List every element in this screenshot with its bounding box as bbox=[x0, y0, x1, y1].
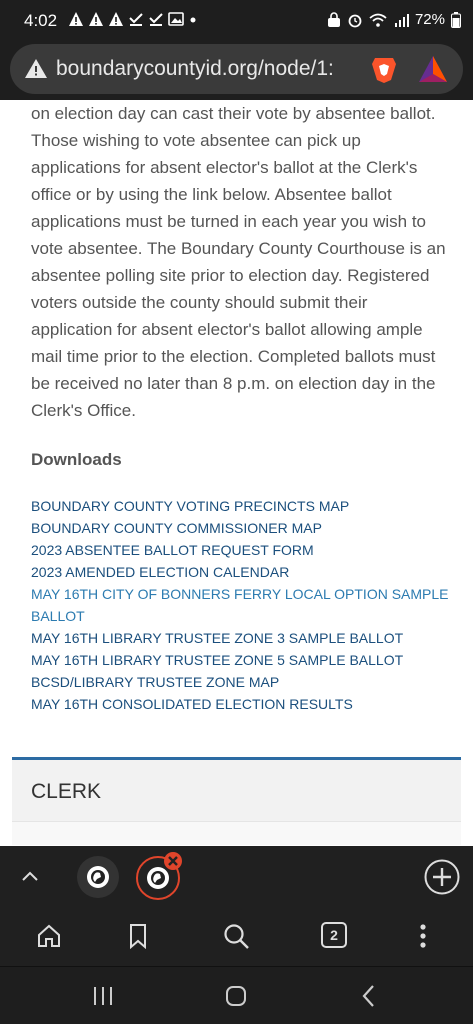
brave-shields-icon[interactable] bbox=[369, 54, 399, 84]
brave-rewards-icon[interactable] bbox=[417, 54, 449, 84]
search-icon[interactable] bbox=[222, 922, 250, 950]
absentee-paragraph: on election day can cast their vote by absentee ballot. Those wishing to vote absentee can pick up applications for absent elector's ballot at the Clerk's office or by using the link below. Absentee ballot applications must be turned in each year you wish to vote absentee. The Boundary County Courthouse is an absentee polling site prior to election day. Registered voters outside the county should submit their application for absent elector's ballot allowing ample mail time prior to the election. Completed ballots must be received no later than 8 p.m. on election day in the Clerk's Office. bbox=[31, 104, 446, 420]
link-library-zone-3-sample-ballot[interactable]: MAY 16TH LIBRARY TRUSTEE ZONE 3 SAMPLE BALLOT bbox=[31, 630, 404, 646]
menu-dots-icon[interactable] bbox=[417, 923, 429, 949]
url-text[interactable]: boundarycountyid.org/node/1: bbox=[56, 57, 334, 80]
link-library-trustee-zone-map[interactable]: BCSD/LIBRARY TRUSTEE ZONE MAP bbox=[31, 674, 280, 690]
recent-apps-icon[interactable] bbox=[92, 985, 114, 1007]
battery-percent: 72% bbox=[414, 11, 445, 28]
warning-icon bbox=[68, 11, 84, 27]
home-button-icon[interactable] bbox=[224, 984, 248, 1008]
warning-icon bbox=[88, 11, 104, 27]
status-bar bbox=[0, 0, 473, 42]
tab-thumbnail[interactable] bbox=[77, 856, 119, 898]
lock-badge-icon bbox=[327, 12, 341, 28]
link-consolidated-election-results[interactable]: MAY 16TH CONSOLIDATED ELECTION RESULTS bbox=[31, 696, 353, 712]
clerk-title: CLERK bbox=[31, 780, 102, 803]
address-bar[interactable] bbox=[10, 44, 463, 94]
downloads-list bbox=[31, 495, 451, 715]
close-tab-icon[interactable] bbox=[163, 851, 183, 871]
dot-icon bbox=[188, 11, 198, 27]
home-icon[interactable] bbox=[36, 923, 62, 949]
link-amended-election-calendar[interactable]: 2023 AMENDED ELECTION CALENDAR bbox=[31, 564, 290, 580]
browser-toolbar bbox=[0, 906, 473, 966]
page-content bbox=[0, 100, 473, 846]
globe-icon bbox=[86, 865, 110, 889]
link-library-zone-5-sample-ballot[interactable]: MAY 16TH LIBRARY TRUSTEE ZONE 5 SAMPLE BALLOT bbox=[31, 652, 404, 668]
tab-count-button[interactable]: 2 bbox=[321, 922, 347, 948]
new-tab-plus-icon[interactable] bbox=[424, 859, 460, 895]
link-bonners-ferry-sample-ballot[interactable]: MAY 16TH CITY OF BONNERS FERRY LOCAL OPTION SAMPLE BALLOT bbox=[31, 586, 449, 624]
image-icon bbox=[168, 11, 184, 27]
bookmark-icon[interactable] bbox=[126, 923, 150, 949]
chevron-up-icon[interactable] bbox=[18, 864, 42, 888]
warning-icon bbox=[108, 11, 124, 27]
not-secure-warning-icon[interactable] bbox=[24, 57, 48, 81]
tab-strip bbox=[0, 846, 473, 906]
link-commissioner-map[interactable]: BOUNDARY COUNTY COMMISSIONER MAP bbox=[31, 520, 322, 536]
clerk-section-header[interactable] bbox=[12, 757, 461, 821]
downloads-heading: Downloads bbox=[31, 450, 122, 469]
system-navigation-bar bbox=[0, 966, 473, 1024]
section-divider bbox=[12, 821, 461, 845]
status-time: 4:02 bbox=[24, 11, 58, 30]
download-done-icon bbox=[128, 11, 144, 27]
alarm-icon bbox=[347, 12, 363, 28]
link-absentee-ballot-request-form[interactable]: 2023 ABSENTEE BALLOT REQUEST FORM bbox=[31, 542, 314, 558]
back-icon[interactable] bbox=[359, 983, 379, 1009]
notification-icons bbox=[68, 11, 198, 27]
signal-icon bbox=[393, 12, 409, 28]
download-done-icon bbox=[148, 11, 164, 27]
wifi-icon bbox=[369, 12, 387, 28]
link-voting-precincts-map[interactable]: BOUNDARY COUNTY VOTING PRECINCTS MAP bbox=[31, 498, 350, 514]
system-icons bbox=[327, 11, 461, 28]
battery-icon bbox=[451, 12, 461, 28]
